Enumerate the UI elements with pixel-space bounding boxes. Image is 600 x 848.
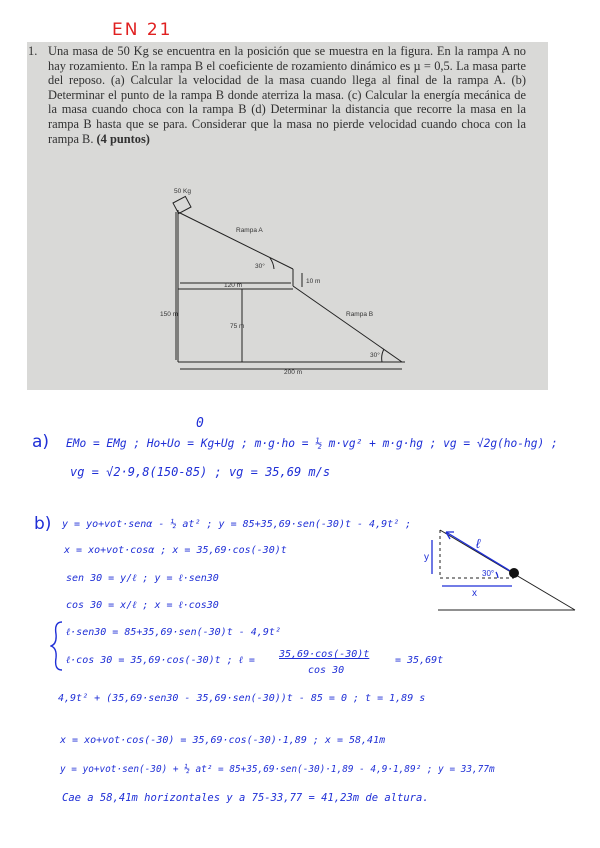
part-b-line9: y = yo+vot·sen(-30) + ½ at² = 85+35,69·sen(-30)·1,89 - 4,9·1,89² ; y = 33,77m xyxy=(60,764,495,775)
label-120: 120 m xyxy=(224,282,243,289)
part-b-line8: x = xo+vot·cos(-30) = 35,69·cos(-30)·1,89 ; x = 58,41m xyxy=(60,735,386,746)
sketch-ball xyxy=(509,568,519,578)
part-a-line2: vg = √2·9,8(150-85) ; vg = 35,69 m/s xyxy=(70,465,331,479)
angle-arc-bottom xyxy=(382,349,384,362)
part-b-line6: ℓ·cos 30 = 35,69·cos(-30)t ; ℓ = xyxy=(66,655,255,666)
ramp-a-line xyxy=(178,212,293,269)
part-b-line5: ℓ·sen30 = 85+35,69·sen(-30)t - 4,9t² xyxy=(66,627,281,638)
ramp-b-line xyxy=(293,286,402,362)
svg-text:30°: 30° xyxy=(482,569,495,578)
label-200: 200 m xyxy=(284,369,303,376)
part-a-line1: EMo = EMg ; Ho+Uo = Kg+Ug ; m·g·ho = ½ m·vg² + m·g·hg ; vg = √2g(ho-hg) ; xyxy=(66,437,558,450)
part-b-line7: 4,9t² + (35,69·sen30 - 35,69·sen(-30))t - 85 = 0 ; t = 1,89 s xyxy=(58,693,426,704)
svg-text:x: x xyxy=(472,588,477,599)
part-b-line10: Cae a 58,41m horizontales y a 75-33,77 = 41,23m de altura. xyxy=(62,792,429,804)
part-b-fraction-result: = 35,69t xyxy=(395,655,444,666)
problem-number: 1. xyxy=(28,44,38,58)
label-150: 150 m xyxy=(160,311,179,318)
part-b-label: b) xyxy=(34,514,52,534)
label-angle-bottom: 30° xyxy=(370,352,380,359)
problem-points: (4 puntos) xyxy=(96,131,150,146)
mass-block xyxy=(173,196,191,213)
label-ramp-b: Rampa B xyxy=(346,311,374,318)
part-b-line1: y = yo+vot·senα - ½ at² ; y = 85+35,69·sen(-30)t - 4,9t² ; xyxy=(62,519,412,530)
label-mass: 50 Kg xyxy=(174,188,191,195)
label-ramp-a: Rampa A xyxy=(236,227,263,234)
part-b-line3: sen 30 = y/ℓ ; y = ℓ·sen30 xyxy=(66,573,219,584)
label-step: 10 m xyxy=(306,278,321,285)
system-brace xyxy=(50,620,66,672)
part-a-zero: 0 xyxy=(196,416,204,431)
problem-text: Una masa de 50 Kg se encuentra en la posición que se muestra en la figura. En la rampa A no hay rozamiento. En la rampa B el coeficiente de rozamiento dinámico es µ = 0,5. La masa parte del reposo. (a) Calcular la velocidad de la masa cuando llega al final de la rampa A. (b) Determinar el punto de la rampa B donde aterriza la masa. (c) Calcular la energía mecánica de la masa cuando choca con la rampa B (d) Determinar la distancia que recorre la masa en la rampa B hasta que se para. Considerar que la masa no pierde velocidad cuando choca con la rampa B. xyxy=(48,44,526,146)
part-b-line4: cos 30 = x/ℓ ; x = ℓ·cos30 xyxy=(66,600,219,611)
label-angle-top: 30° xyxy=(255,263,265,270)
svg-text:ℓ: ℓ xyxy=(476,536,481,551)
svg-text:y: y xyxy=(424,552,429,563)
part-b-fraction-den: cos 30 xyxy=(308,665,345,676)
part-a-label: a) xyxy=(32,432,50,452)
part-b-fraction-num: 35,69·cos(-30)t xyxy=(279,649,370,660)
incline-sketch xyxy=(410,520,590,620)
part-b-line2: x = xo+vot·cosα ; x = 35,69·cos(-30)t xyxy=(64,545,287,556)
label-75: 75 m xyxy=(230,323,245,330)
page-tag: EN 21 xyxy=(112,20,173,40)
